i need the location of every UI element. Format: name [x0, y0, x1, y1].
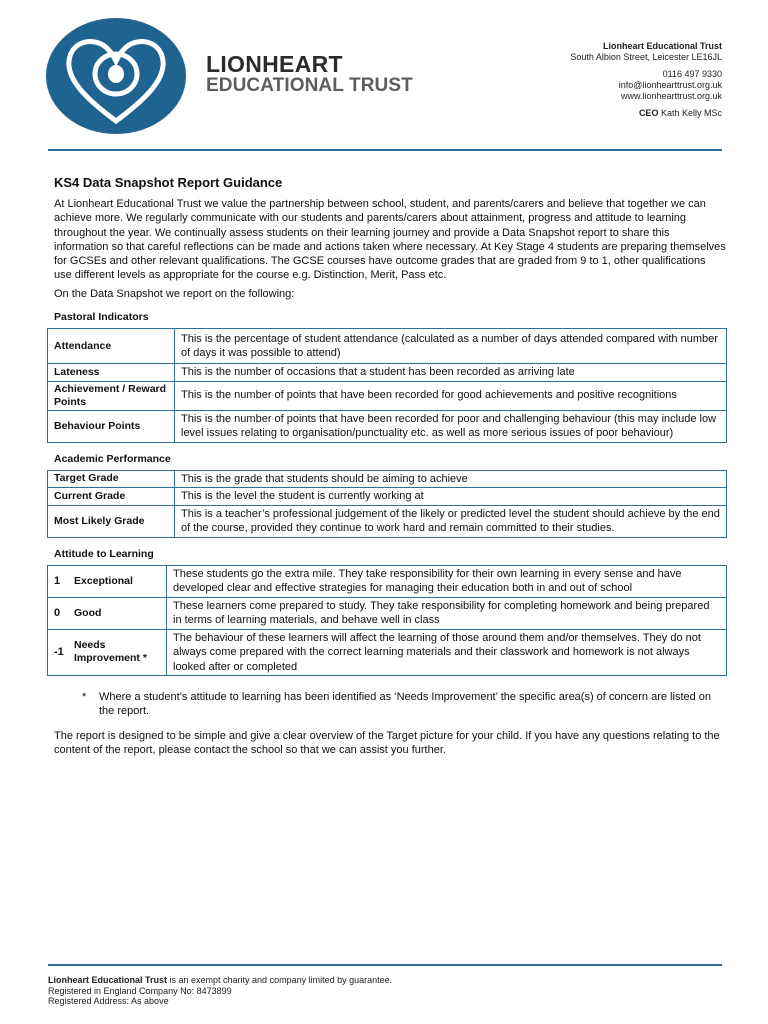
desc-cell: This is the number of points that have been recorded for poor and challenging behaviour (this may include low level issues relating to organisation/punctuality etc. as well as more serious issues of poor behaviour) [175, 410, 727, 442]
table-row [48, 364, 727, 382]
footer-address: Registered Address: As above [48, 996, 169, 1006]
contact-web: www.lionhearttrust.org.uk [620, 91, 722, 101]
contact-email: info@lionhearttrust.org.uk [618, 80, 722, 90]
document-body [54, 175, 726, 757]
term-cell: Current Grade [48, 488, 175, 506]
desc-cell: This is a teacher’s professional judgement of the likely or predicted level the student should achieve by the end of the course, provided they continue to work hard and remain committed to their studies. [175, 505, 727, 537]
academic-heading: Academic Performance [54, 452, 171, 465]
score-cell: 0 [48, 597, 69, 629]
desc-cell: This is the grade that students should be aiming to achieve [175, 470, 727, 488]
term-cell: Most Likely Grade [48, 505, 175, 537]
footer [48, 975, 392, 1007]
contact-address: South Albion Street, Leicester LE16JL [570, 52, 722, 62]
table-row [48, 488, 727, 506]
table-row [48, 470, 727, 488]
footer-company-no: Registered in England Company No: 8473899 [48, 985, 232, 996]
pastoral-table [47, 328, 727, 443]
table-row [48, 565, 727, 597]
desc-cell: The behaviour of these learners will affect the learning of those around them and/or themselves. They do not always come prepared with the correct learning materials and their classwork and homework is not always looked after or completed [167, 629, 727, 676]
table-row [48, 629, 727, 676]
attitude-heading: Attitude to Learning [54, 547, 154, 560]
score-cell: 1 [48, 565, 69, 597]
contact-block [570, 41, 722, 119]
ceo-line [570, 108, 722, 119]
contact-name: Lionheart Educational Trust [602, 41, 722, 51]
brand-line-2: EDUCATIONAL TRUST [206, 75, 413, 96]
lionheart-logo [45, 17, 187, 135]
contact-phone: 0116 497 9330 [662, 69, 722, 79]
brand-line-1: LIONHEART [206, 51, 343, 77]
desc-cell: This is the level the student is currently working at [175, 488, 727, 506]
term-cell: Behaviour Points [48, 410, 175, 442]
table-row [48, 410, 727, 442]
attitude-table [47, 565, 727, 677]
table-row [48, 597, 727, 629]
ceo-label: CEO [638, 108, 659, 118]
footnote-text: Where a student’s attitude to learning has been identified as ‘Needs Improvement’ the specific area(s) of concern are listed on the report. [98, 691, 712, 718]
table-row [48, 505, 727, 537]
term-cell: Lateness [48, 364, 175, 382]
ceo-name: Kath Kelly MSc [660, 108, 722, 118]
pastoral-heading: Pastoral Indicators [54, 311, 149, 324]
footer-org-name: Lionheart Educational Trust [48, 975, 168, 985]
desc-cell: This is the percentage of student attendance (calculated as a number of days attended compared with number of days it was possible to attend) [175, 329, 727, 364]
desc-cell: This is the number of occasions that a student has been recorded as arriving late [175, 364, 727, 382]
term-cell: Needs Improvement * [68, 629, 167, 676]
intro-lead: On the Data Snapshot we report on the following: [54, 287, 295, 300]
desc-cell: These learners come prepared to study. They take responsibility for completing homework and being prepared in terms of learning materials, and behave well in class [167, 597, 727, 629]
table-row [48, 329, 727, 364]
footer-divider [48, 964, 722, 966]
table-row [48, 381, 727, 410]
term-cell: Good [68, 597, 167, 629]
footnote [82, 690, 726, 719]
intro-paragraph: At Lionheart Educational Trust we value the partnership between school, student, and parents/carers and believe that together we can achieve more. We regularly communicate with our students and parents/carers about attainment, progress and attitude to learning throughout the year. We continually assess students on their learning journey and provide a Data Snapshot report to share this information so that careful reflections can be made and actions taken where necessary. At Key Stage 4 students are preparing themselves for GCSEs and other relevant qualifications. The GCSE courses have outcome grades that are graded from 9 to 1, other qualifications use different levels as appropriate for the course e.g. Distinction, Merit, Pass etc. [54, 198, 726, 282]
closing-paragraph: The report is designed to be simple and give a clear overview of the Target picture for your child. If you have any questions relating to the content of the report, please contact the school so that we can assist you further. [54, 729, 720, 756]
page-title: KS4 Data Snapshot Report Guidance [54, 175, 283, 190]
footer-org-desc: is an exempt charity and company limited by guarantee. [167, 975, 393, 985]
term-cell: Achievement / Reward Points [48, 381, 175, 410]
score-cell: -1 [48, 629, 69, 676]
academic-table [47, 470, 727, 538]
footnote-marker: * [82, 691, 87, 704]
header-divider [48, 149, 722, 151]
desc-cell: This is the number of points that have been recorded for good achievements and positive recognitions [175, 381, 727, 410]
term-cell: Exceptional [68, 565, 167, 597]
term-cell: Target Grade [48, 470, 175, 488]
desc-cell: These students go the extra mile. They take responsibility for their own learning in every sense and have developed clear and effective strategies for managing their education both in and out of school [167, 565, 727, 597]
term-cell: Attendance [48, 329, 175, 364]
